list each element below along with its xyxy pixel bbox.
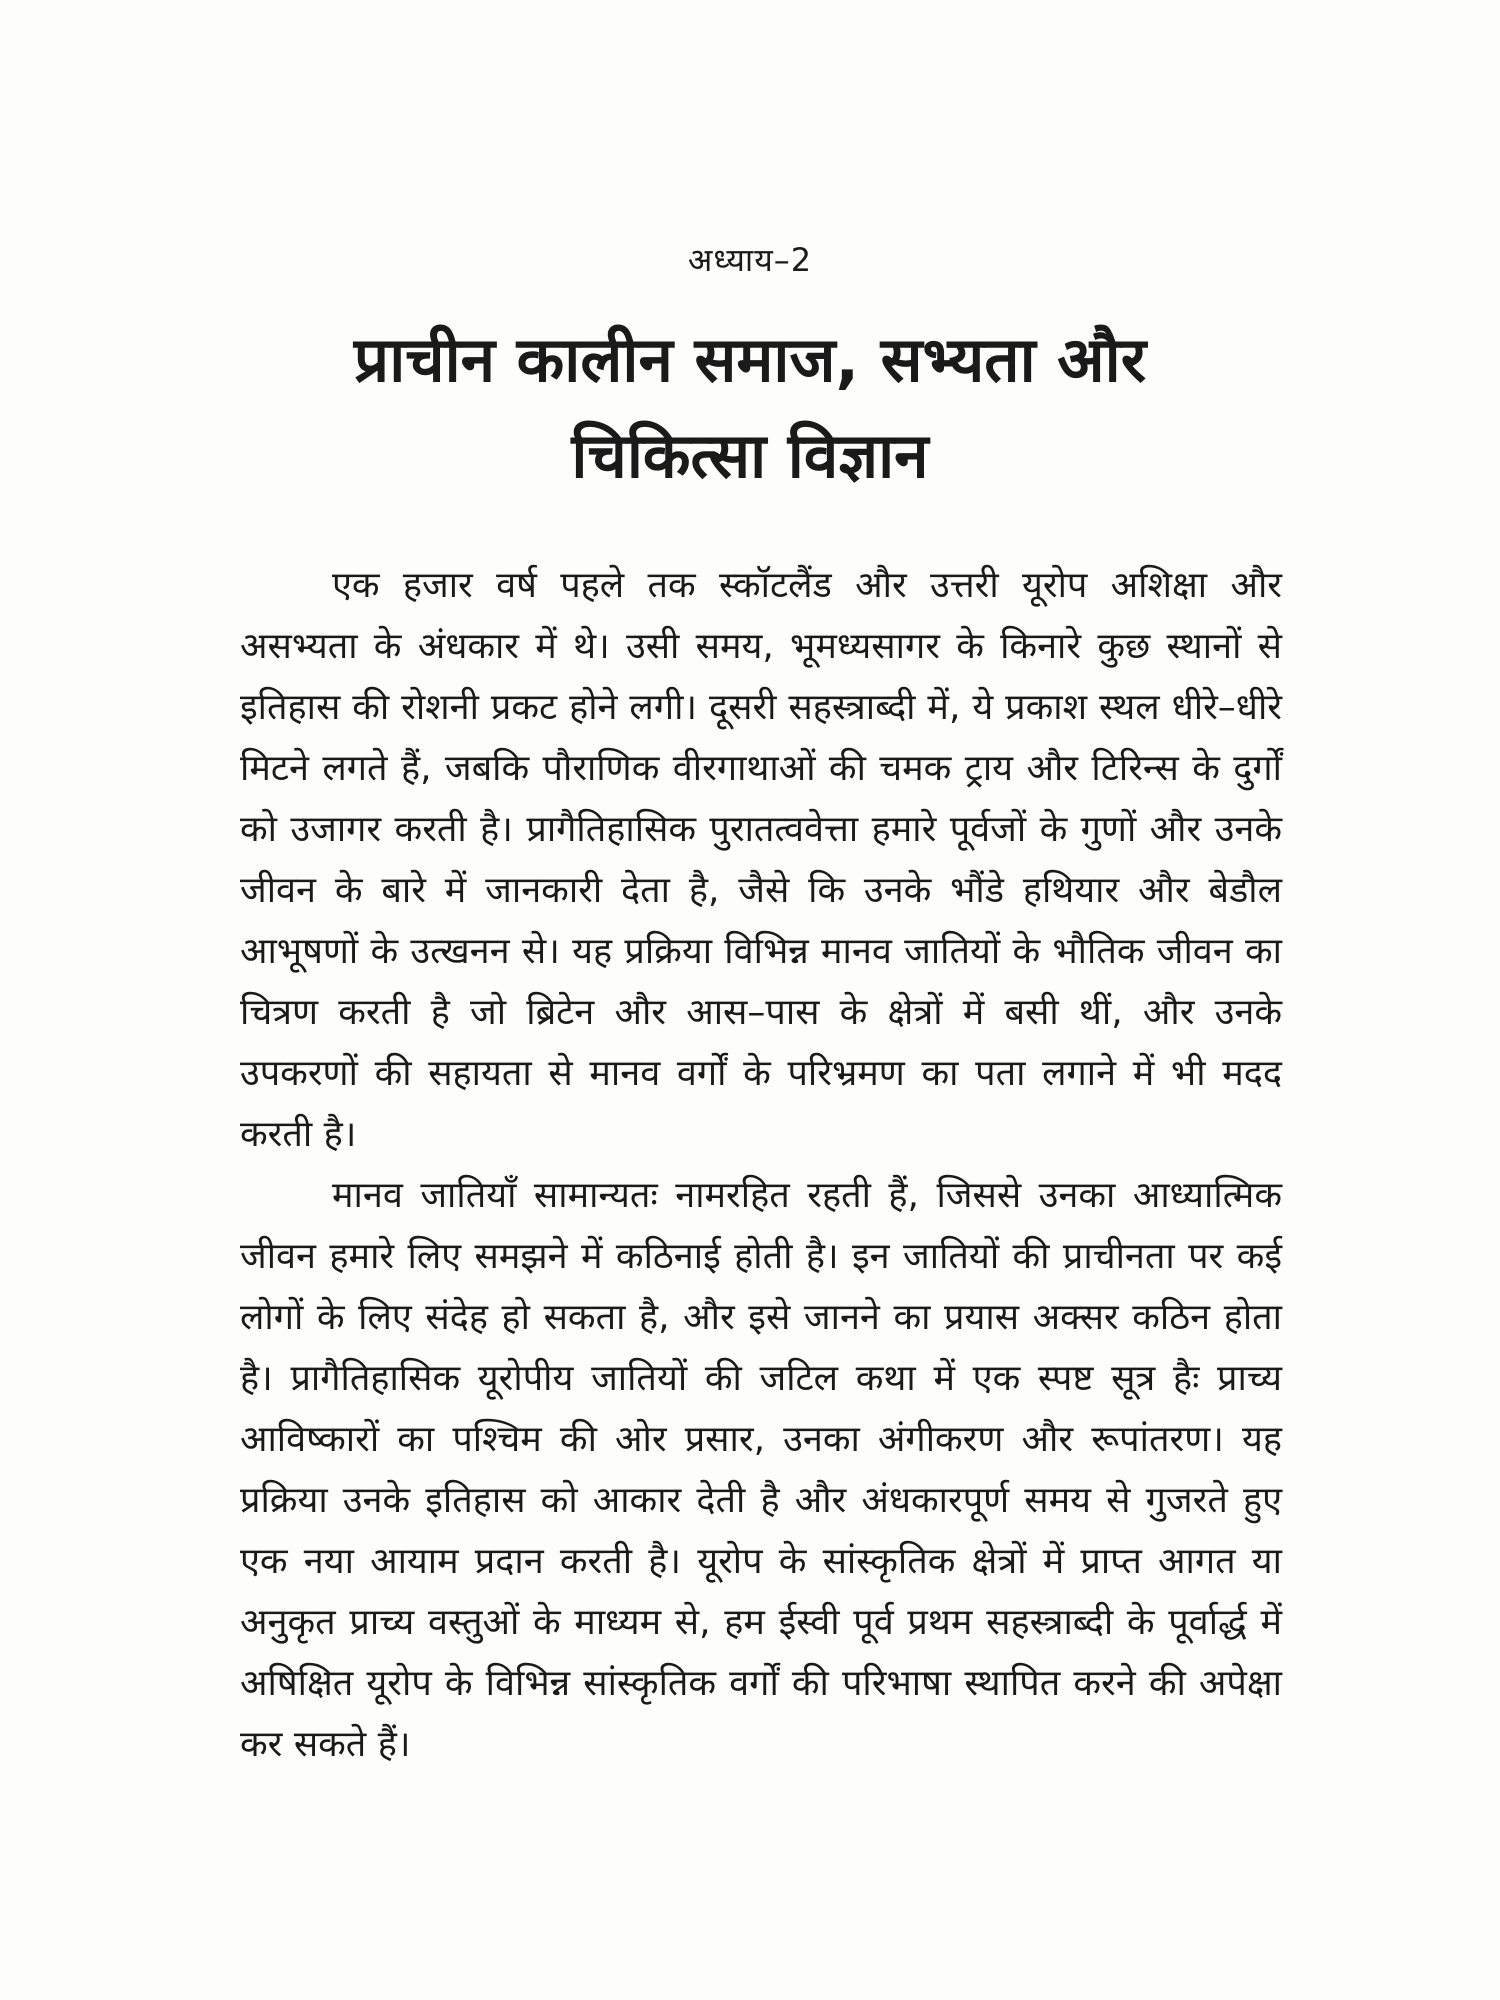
chapter-title bbox=[230, 312, 1270, 504]
chapter-title-line-1: प्राचीन कालीन समाज, सभ्यता और bbox=[353, 323, 1147, 396]
chapter-title-line-2: चिकित्सा विज्ञान bbox=[571, 419, 929, 492]
paragraph-2: मानव जातियाँ सामान्यतः नामरहित रहती हैं, जिससे उनका आध्यात्मिक जीवन हमारे लिए समझने में कठिनाई होती है। इन जातियों की प्राचीनता पर कई लोगों के लिए संदेह हो सकता है, और इसे जानने का प्रयास अक्सर कठिन होता है। प्रागैतिहासिक यूरोपीय जातियों की जटिल कथा में एक स्पष्ट सूत्र हैः प्राच्य आविष्कारों का पश्चिम की ओर प्रसार, उनका अंगीकरण और रूपांतरण। यह प्रक्रिया उनके इतिहास को आकार देती है और अंधकारपूर्ण समय से गुजरते हुए एक नया आयाम प्रदान करती है। यूरोप के सांस्कृतिक क्षेत्रों में प्राप्त आगत या अनुकृत प्राच्य वस्तुओं के माध्यम से, हम ईस्वी पूर्व प्रथम सहस्त्राब्दी के पूर्वार्द्ध में अषिक्षित यूरोप के विभिन्न सांस्कृतिक वर्गों की परिभाषा स्थापित करने की अपेक्षा कर सकते हैं। bbox=[240, 1175, 1282, 1765]
body-text bbox=[240, 555, 1282, 1775]
chapter-label: अध्याय–2 bbox=[687, 241, 813, 279]
paragraph-1: एक हजार वर्ष पहले तक स्कॉटलैंड और उत्तरी यूरोप अशिक्षा और असभ्यता के अंधकार में थे। उसी समय, भूमध्यसागर के किनारे कुछ स्थानों से इतिहास की रोशनी प्रकट होने लगी। दूसरी सहस्त्राब्दी में, ये प्रकाश स्थल धीरे–धीरे मिटने लगते हैं, जबकि पौराणिक वीरगाथाओं की चमक ट्राय और टिरिन्स के दुर्गों को उजागर करती है। प्रागैतिहासिक पुरातत्ववेत्ता हमारे पूर्वजों के गुणों और उनके जीवन के बारे में जानकारी देता है, जैसे कि उनके भौंडे हथियार और बेडौल आभूषणों के उत्खनन से। यह प्रक्रिया विभिन्न मानव जातियों के भौतिक जीवन का चित्रण करती है जो ब्रिटेन और आस–पास के क्षेत्रों में बसी थीं, और उनके उपकरणों की सहायता से मानव वर्गों के परिभ्रमण का पता लगाने में भी मदद करती है। bbox=[240, 565, 1282, 1155]
